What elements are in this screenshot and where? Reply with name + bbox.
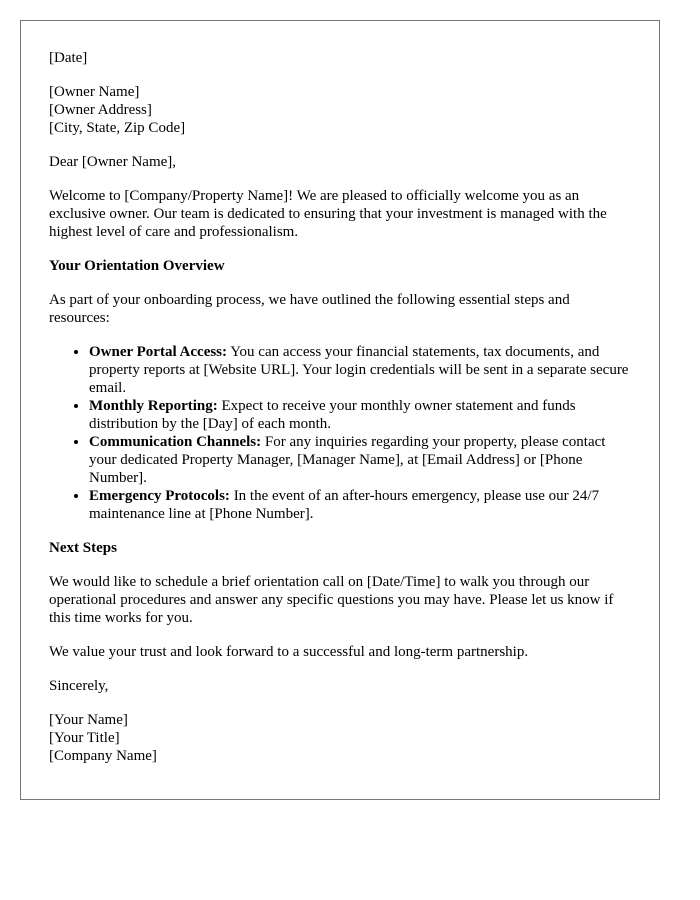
list-item [89,343,631,397]
orientation-list [49,343,631,523]
signature-block [49,711,631,765]
list-item-label: Monthly Reporting: [89,398,218,414]
list-item [89,397,631,433]
letter-page [20,20,660,800]
recipient-city-state-zip: [City, State, Zip Code] [49,120,186,136]
recipient-name: [Owner Name] [49,84,140,100]
list-item-text: Expect to receive your monthly owner statement and funds distribution by the [Day] of each month. [89,398,576,432]
list-item-label: Communication Channels: [89,434,262,450]
signature-title: [Your Title] [49,730,120,746]
list-item [89,433,631,487]
list-item-text: You can access your financial statements, tax documents, and property reports at [Website URL]. Your login credentials will be sent in a separate secure email. [89,344,629,396]
orientation-heading: Your Orientation Overview [49,258,225,274]
signoff: Sincerely, [49,678,109,694]
list-item-label: Owner Portal Access: [89,344,228,360]
signature-company: [Company Name] [49,748,157,764]
orientation-lead: As part of your onboarding process, we have outlined the following essential steps and resources: [49,292,570,326]
list-item-label: Emergency Protocols: [89,488,230,504]
recipient-address-block [49,83,631,137]
recipient-address: [Owner Address] [49,102,152,118]
next-steps-paragraph: We would like to schedule a brief orientation call on [Date/Time] to walk you through our operational procedures and answer any specific questions you may have. Please let us know if this time works for you. [49,574,614,626]
signature-name: [Your Name] [49,712,128,728]
next-steps-heading: Next Steps [49,540,117,556]
list-item-text: In the event of an after-hours emergency, please use our 24/7 maintenance line at [Phone Number]. [89,488,600,522]
closing-line: We value your trust and look forward to a successful and long-term partnership. [49,644,529,660]
list-item [89,487,631,523]
letter-date: [Date] [49,50,88,66]
list-item-text: For any inquiries regarding your property, please contact your dedicated Property Manager, [Manager Name], at [Email Address] or [Phone Number]. [89,434,606,486]
salutation: Dear [Owner Name], [49,154,177,170]
intro-paragraph: Welcome to [Company/Property Name]! We are pleased to officially welcome you as an exclusive owner. Our team is dedicated to ensuring that your investment is managed with the highest level of care and professionalism. [49,188,607,240]
